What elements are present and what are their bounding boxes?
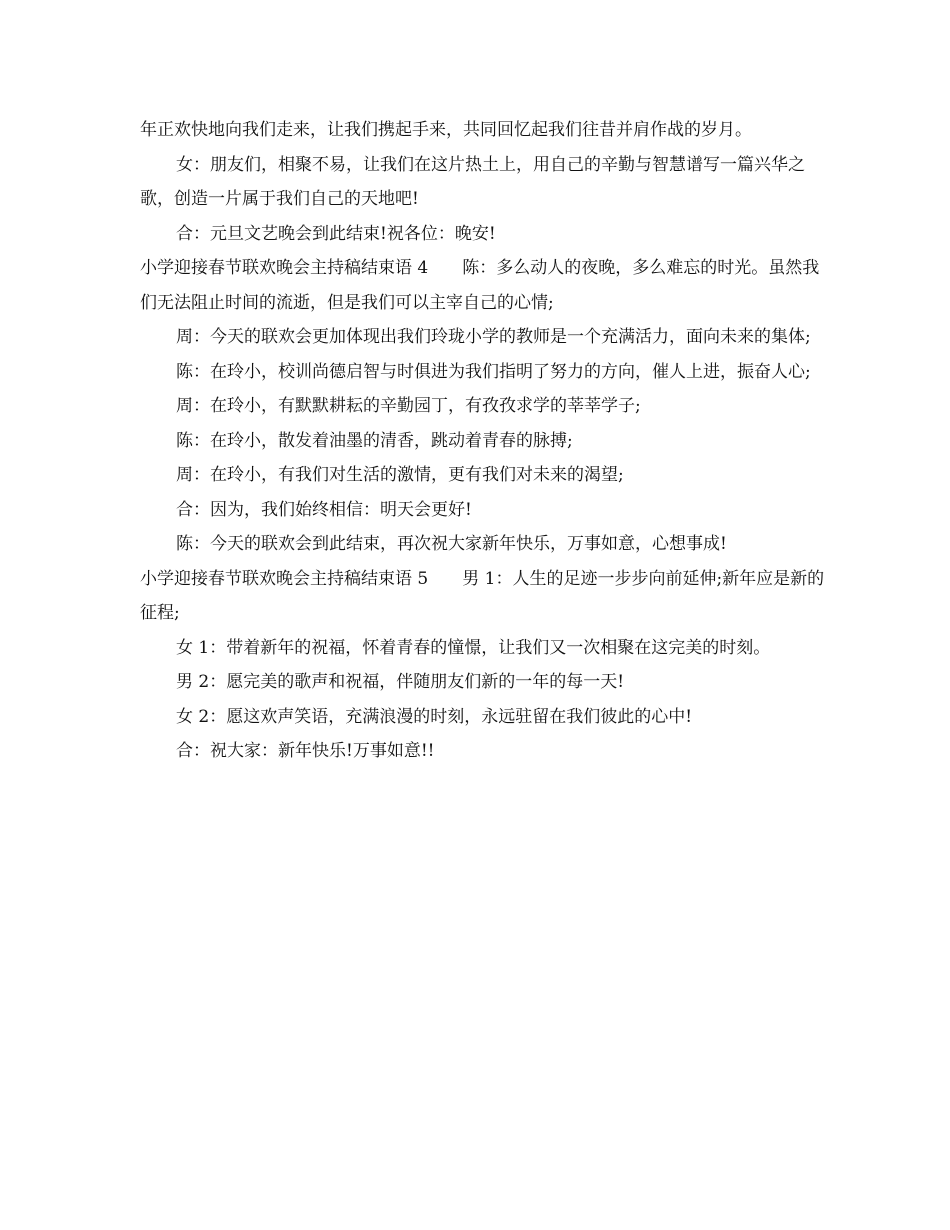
paragraph-14: 男 2：愿完美的歌声和祝福，伴随朋友们新的一年的每一天! [176,672,625,692]
paragraph-4: 小学迎接春节联欢晚会主持稿结束语 4 陈：多么动人的夜晚，多么难忘的时光。虽然我们无法阻止时间的流逝，但是我们可以主宰自己的心情; [140,258,820,313]
paragraph-12: 小学迎接春节联欢晚会主持稿结束语 5 男 1：人生的足迹一步步向前延伸;新年应是新的征程; [140,568,825,623]
paragraph-15: 女 2：愿这欢声笑语，充满浪漫的时刻，永远驻留在我们彼此的心中! [176,706,693,727]
paragraph-10: 合：因为，我们始终相信：明天会更好! [176,499,472,520]
document-body [140,113,830,769]
paragraph-2: 女：朋友们，相聚不易，让我们在这片热土上，用自己的辛勤与智慧谱写一篇兴华之歌，创造一片属于我们自己的天地吧! [140,154,805,209]
paragraph-7: 周：在玲小，有默默耕耘的辛勤园丁，有孜孜求学的莘莘学子; [176,396,641,416]
paragraph-1: 年正欢快地向我们走来，让我们携起手来，共同回忆起我们往昔并肩作战的岁月。 [140,120,752,140]
paragraph-16: 合：祝大家：新年快乐!万事如意!! [176,741,435,761]
paragraph-6: 陈：在玲小，校训尚德启智与时俱进为我们指明了努力的方向，催人上进，振奋人心; [176,361,811,382]
paragraph-9: 周：在玲小，有我们对生活的激情，更有我们对未来的渴望; [176,465,624,485]
paragraph-5: 周：今天的联欢会更加体现出我们玲珑小学的教师是一个充满活力，面向未来的集体; [176,327,811,347]
paragraph-3: 合：元旦文艺晚会到此结束!祝各位：晚安! [176,223,496,244]
paragraph-13: 女 1：带着新年的祝福，怀着青春的憧憬，让我们又一次相聚在这完美的时刻。 [176,637,771,658]
paragraph-11: 陈：今天的联欢会到此结束，再次祝大家新年快乐，万事如意，心想事成! [176,534,727,554]
paragraph-8: 陈：在玲小，散发着油墨的清香，跳动着青春的脉搏; [176,430,573,451]
